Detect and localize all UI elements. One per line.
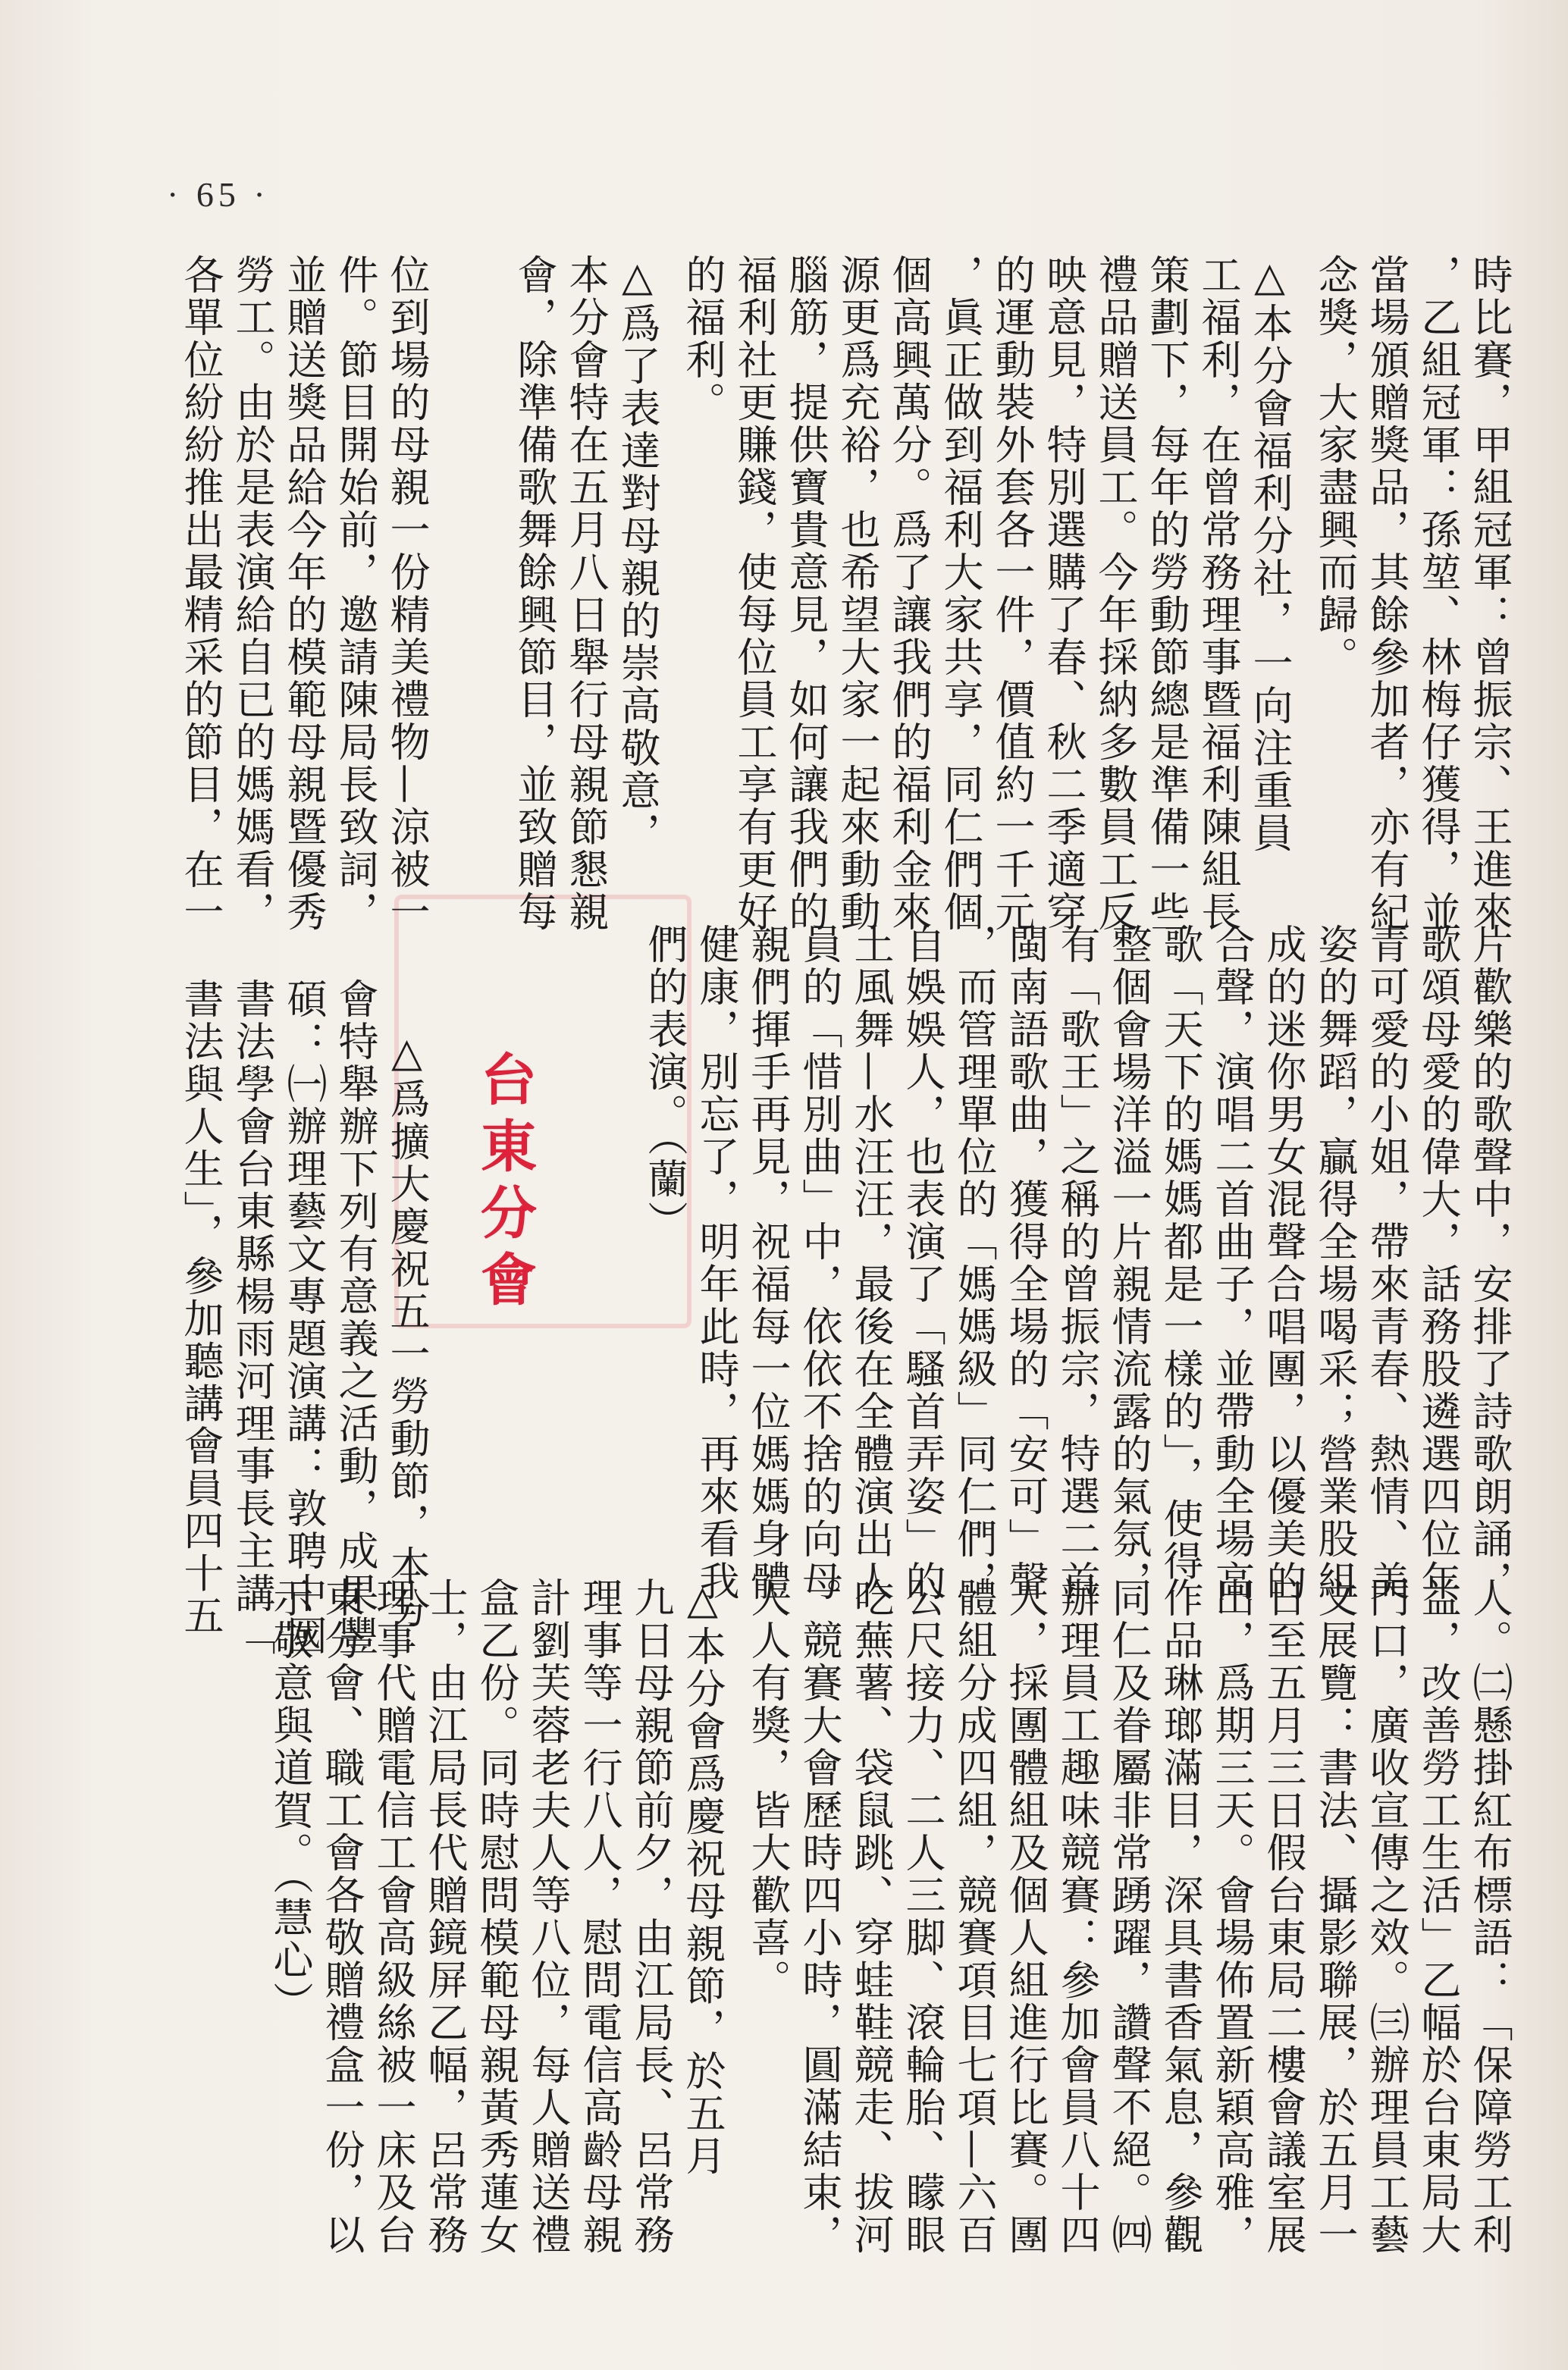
text-column: 土風舞—水汪汪，最後在全體演出人 (848, 923, 894, 1603)
text-column: 自娛娛人，也表演了「騷首弄姿」的 (899, 923, 946, 1603)
text-column: 員的「惜別曲」中，依依不捨的向母 (796, 923, 842, 1603)
text-column: 的福利。 (679, 254, 726, 424)
section-heading: 台東分會 (472, 1050, 537, 1317)
text-column: 同仁及眷屬非常踴躍，讚聲不絕。㈣ (1105, 1577, 1152, 2256)
text-column: 人，採團體組及個人組進行比賽。團 (1002, 1577, 1049, 2256)
text-column: 示敬意與道賀。（慧心） (267, 1577, 313, 2024)
text-column: 歌「天下的媽媽都是一樣的」，使得 (1157, 923, 1203, 1583)
text-column: △爲擴大慶祝五一勞動節，本分 (384, 1030, 430, 1630)
text-column: 青可愛的小姐，帶來青春、熱情、美 (1363, 923, 1410, 1603)
text-column: 會特舉辦下列有意義之活動，成果豐 (332, 978, 378, 1657)
text-column: 體組分成四組，競賽項目七項—六百 (951, 1577, 997, 2256)
text-column: 人人有獎，皆大歡喜。 (745, 1577, 791, 2002)
text-column: ，眞正做到福利大家共享，同仁們個 (937, 254, 983, 933)
text-column: 有「歌王」之稱的曾振宗，特選二首 (1054, 923, 1100, 1603)
text-column: 源更爲充裕，也希望大家一起來動動 (834, 254, 880, 933)
text-column: 九日母親節前夕，由江局長、呂常務 (628, 1577, 674, 2256)
text-column: 碩：㈠辦理藝文專題演講：敦聘中國 (281, 978, 327, 1657)
text-column: ，而管理單位的「媽媽級」同仁們， (951, 923, 997, 1603)
text-column: 勞工。由於是表演給自已的媽媽看， (229, 254, 275, 933)
text-column: 禮品贈送員工。今年採納多數員工反 (1092, 254, 1138, 933)
text-column: 計劉芙蓉老夫人等八位，每人贈送禮 (525, 1577, 571, 2256)
text-column: 時比賽，甲組冠軍：曾振宗、王進來 (1466, 254, 1513, 933)
text-column: 士，由江局長代贈鏡屏乙幅，呂常務 (422, 1577, 468, 2256)
text-column: 會，除準備歌舞餘興節目，並致贈每 (511, 254, 557, 933)
text-column: 們的表演。（蘭） (641, 923, 688, 1243)
text-column: 閩南語歌曲，獲得全場的「安可」聲 (1002, 923, 1049, 1603)
text-column: 工福利，在曾常務理事暨福利陳組長 (1195, 254, 1241, 933)
text-column: 位到場的母親一份精美禮物—涼被一 (384, 254, 430, 933)
text-column: △爲了表達對母親的崇高敬意， (614, 254, 660, 854)
text-column: 並贈送獎品給今年的模範母親暨優秀 (281, 254, 327, 933)
text-column: 姿的舞蹈，贏得全場喝采；營業股組 (1312, 923, 1358, 1603)
text-column: 各單位紛紛推出最精采的節目，在一 (177, 254, 224, 933)
text-column: △本分會爲慶祝母親節，於五月 (679, 1577, 726, 2177)
text-column: 件。節目開始前，邀請陳局長致詞， (332, 254, 378, 933)
text-column: 片歡樂的歌聲中，安排了詩歌朗誦， (1466, 923, 1513, 1603)
text-column: 書法學會台東縣楊雨河理事長主講「 (229, 978, 275, 1657)
text-column: 映意見，特別選購了春、秋二季適穿 (1040, 254, 1087, 933)
text-column: 吃蕪薯、袋鼠跳、穿蛙鞋競走、拔河 (848, 1577, 894, 2256)
text-column: 本分會特在五月八日舉行母親節懇親 (563, 254, 609, 933)
text-column: 人。㈡懸掛紅布標語：「保障勞工利 (1466, 1577, 1513, 2256)
text-column: 福利社更賺錢，使每位員工享有更好 (731, 254, 777, 933)
text-column: 當場頒贈獎品，其餘參加者，亦有紀 (1363, 254, 1410, 933)
text-column: 健康，別忘了，明年此時，再來看我 (693, 923, 739, 1603)
text-column: 腦筋，提供寶貴意見，如何讓我們的 (782, 254, 829, 933)
text-column: 個高興萬分。爲了讓我們的福利金來 (886, 254, 932, 933)
text-column: △本分會福利分社，一向注重員 (1247, 254, 1293, 854)
text-column: 理事等一行八人，慰問電信高齡母親 (576, 1577, 622, 2256)
text-column: 辦理員工趣味競賽：參加會員八十四 (1054, 1577, 1100, 2256)
text-column: 成的迷你男女混聲合唱團，以優美的 (1260, 923, 1306, 1603)
text-column: 東分會、職工會各敬贈禮盒一份，以 (318, 1577, 365, 2256)
text-column: 作品琳瑯滿目，深具書香氣息，參觀 (1157, 1577, 1203, 2256)
text-column: 念獎，大家盡興而歸。 (1312, 254, 1358, 679)
text-column: 門口，廣收宣傳之效。㈢辦理員工藝 (1363, 1577, 1410, 2256)
page-number: · 65 · (167, 175, 270, 214)
text-column: 策劃下，每年的勞動節總是準備一些 (1143, 254, 1190, 933)
text-column: 益，改善勞工生活」乙幅於台東局大 (1415, 1577, 1461, 2256)
text-column: 書法與人生」，參加聽講會員四十五 (177, 978, 224, 1638)
text-column: 合聲，演唱二首曲子，並帶動全場高 (1209, 923, 1255, 1603)
text-column: 公尺接力、二人三脚、滾輪胎、矇眼 (899, 1577, 946, 2256)
text-column: 整個會場洋溢一片親情流露的氣氛， (1105, 923, 1152, 1603)
text-column: ，乙組冠軍：孫堃、林梅仔獲得，並 (1415, 254, 1461, 933)
text-column: 盒乙份。同時慰問模範母親黃秀蓮女 (473, 1577, 519, 2256)
text-column: 理事代贈電信工會高級絲被一床及台 (370, 1577, 416, 2256)
text-column: 的運動裝外套各一件，價值約一千元 (989, 254, 1035, 933)
text-column: 文展覽：書法、攝影聯展，於五月一 (1312, 1577, 1358, 2256)
text-column: 出，爲期三天。會場佈置新穎高雅， (1209, 1577, 1255, 2256)
text-column: 親們揮手再見，祝福每一位媽媽身體 (745, 923, 791, 1603)
text-column: 日至五月三日假台東局二樓會議室展 (1260, 1577, 1306, 2256)
text-column: 歌頌母愛的偉大，話務股遴選四位年 (1415, 923, 1461, 1603)
text-column: 。競賽大會歷時四小時，圓滿結束， (796, 1577, 842, 2256)
